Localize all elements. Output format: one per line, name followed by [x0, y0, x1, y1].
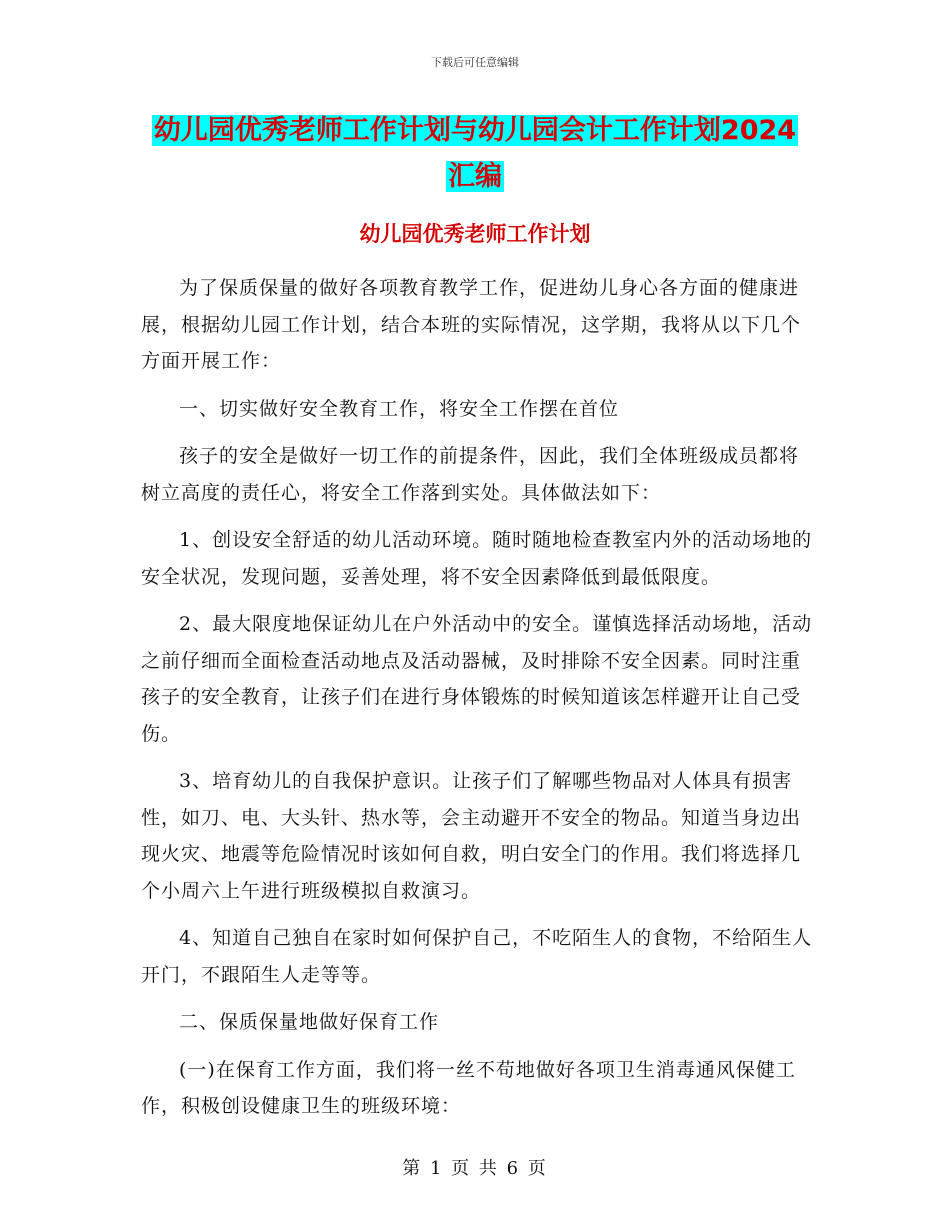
paragraph: 2、最大限度地保证幼儿在户外活动中的安全。谨慎选择活动场地，活动之前仔细而全面检查活动地点及活动器械，及时排除不安全因素。同时注重孩子的安全教育，让孩子们在进行身体锻炼的时候知道该怎样避开让自己受伤。 — [141, 613, 813, 745]
paragraph: 1、创设安全舒适的幼儿活动环境。随时随地检查教室内外的活动场地的安全状况，发现问题，妥善处理，将不安全因素降低到最低限度。 — [141, 529, 813, 588]
document-title-line2: 汇编 — [448, 161, 502, 192]
document-title-line1: 幼儿园优秀老师工作计划与幼儿园会计工作计划2024 — [153, 115, 797, 146]
paragraph: (一)在保育工作方面，我们将一丝不苟地做好各项卫生消毒通风保健工作，积极创设健康卫生的班级环境： — [141, 1058, 796, 1117]
page-number: 第 1 页 共 6 页 — [402, 1158, 548, 1179]
paragraph: 4、知道自己独自在家时如何保护自己，不吃陌生人的食物，不给陌生人开门，不跟陌生人走等等。 — [141, 927, 813, 986]
page-header-note: 下载后可任意编辑 — [431, 56, 519, 69]
paragraph: 孩子的安全是做好一切工作的前提条件，因此，我们全体班级成员都将树立高度的责任心，将安全工作落到实处。具体做法如下： — [141, 445, 800, 504]
section-title: 幼儿园优秀老师工作计划 — [359, 222, 591, 246]
document-title — [0, 108, 950, 200]
paragraph: 二、保质保量地做好保育工作 — [179, 1011, 440, 1033]
paragraph: 为了保质保量的做好各项教育教学工作，促进幼儿身心各方面的健康进展，根据幼儿园工作计划，结合本班的实际情况，这学期，我将从以下几个方面开展工作： — [141, 277, 802, 372]
paragraph: 3、培育幼儿的自我保护意识。让孩子们了解哪些物品对人体具有损害性，如刀、电、大头针、热水等，会主动避开不安全的物品。知道当身边出现火灾、地震等危险情况时该如何自救，明白安全门的作用。我们将选择几个小周六上午进行班级模拟自救演习。 — [141, 770, 802, 902]
document-body — [141, 270, 817, 1136]
paragraph: 一、切实做好安全教育工作，将安全工作摆在首位 — [179, 397, 620, 420]
